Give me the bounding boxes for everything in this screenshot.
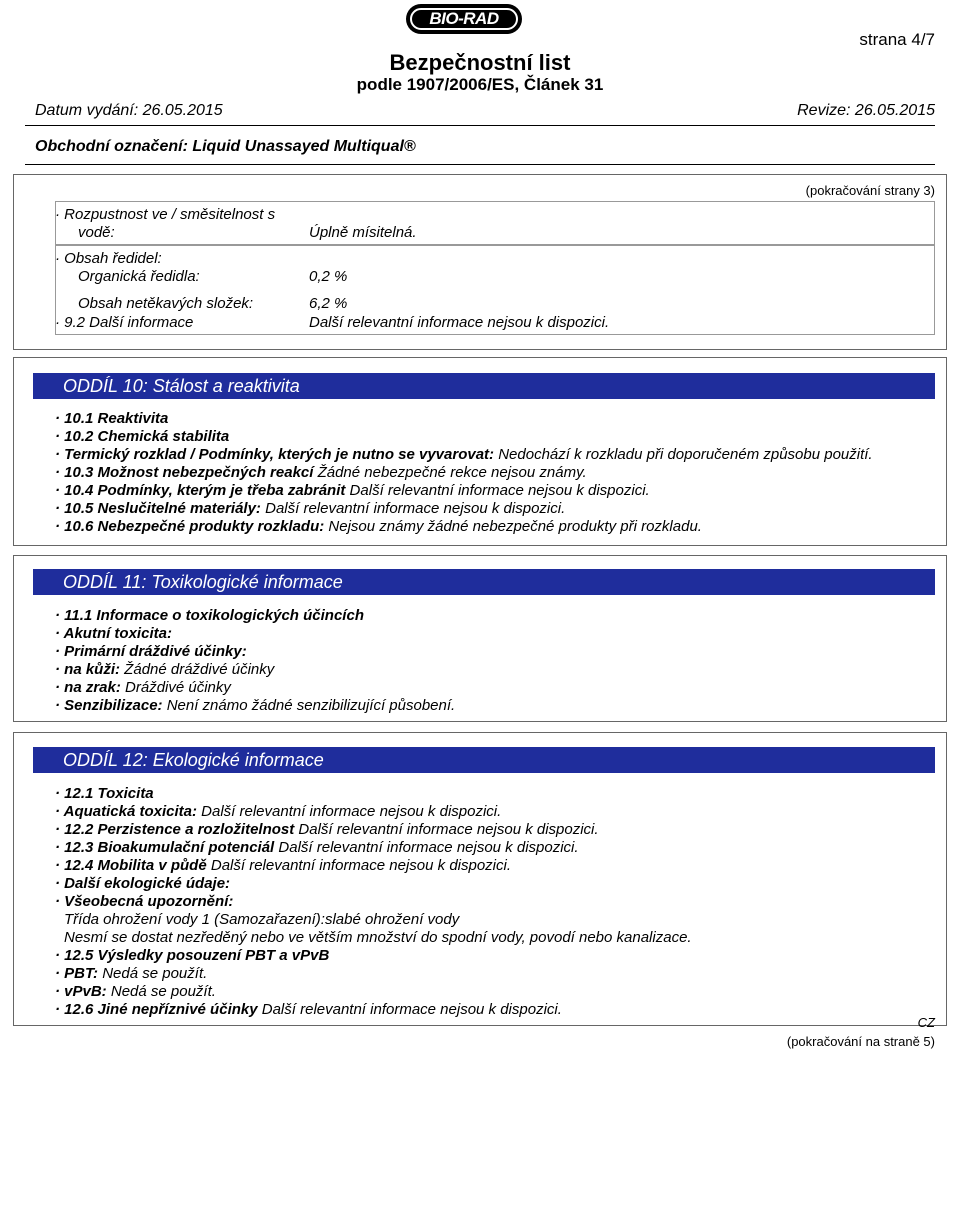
page-number: strana 4/7 — [859, 30, 935, 49]
s11-line-5: · na zrak: Dráždivé účinky — [55, 679, 231, 696]
section10-heading — [33, 373, 935, 399]
s11-line-1: · 11.1 Informace o toxikologických účincích — [55, 607, 364, 624]
s12-line-4: · 12.3 Bioakumulační potenciál Další relevantní informace nejsou k dispozici. — [55, 839, 579, 856]
language-code: CZ — [917, 1015, 935, 1030]
logo-text: BIO-RAD — [410, 8, 518, 30]
s12-line-10: · 12.5 Výsledky posouzení PBT a vPvB — [55, 947, 330, 964]
organic-solvents-value: 0,2 % — [309, 268, 348, 285]
revision-date: Revize: 26.05.2015 — [797, 102, 935, 119]
section12-heading-text: ODDÍL 12: Ekologické informace — [63, 750, 324, 770]
section11-heading — [33, 569, 935, 595]
s12-line-12: · vPvB: Nedá se použít. — [55, 983, 216, 1000]
s12-line-3: · 12.2 Perzistence a rozložitelnost Další relevantní informace nejsou k dispozici. — [55, 821, 599, 838]
other-info-label: · 9.2 Další informace — [55, 314, 194, 331]
s11-line-3: · Primární dráždivé účinky: — [55, 643, 247, 660]
date-issued: Datum vydání: 26.05.2015 — [35, 102, 223, 119]
section12-heading — [33, 747, 935, 773]
continued-from: (pokračování strany 3) — [805, 183, 935, 198]
s12-line-9: Nesmí se dostat nezředěný nebo ve větším množství do spodní vody, povodí nebo kanalizace. — [64, 929, 692, 946]
solubility-label-1: · Rozpustnost ve / směsitelnost s — [55, 206, 276, 223]
nonvolatile-value: 6,2 % — [309, 295, 348, 312]
nonvolatile-label: Obsah netěkavých složek: — [78, 295, 254, 312]
product-rule — [25, 164, 935, 165]
s10-line-3: · Termický rozklad / Podmínky, kterých je nutno se vyvarovat: Nedochází k rozkladu při doporučeném způsobu použití. — [55, 446, 873, 463]
s11-line-2: · Akutní toxicita: — [55, 625, 172, 642]
continued-to: (pokračování na straně 5) — [786, 1034, 935, 1049]
s12-line-11: · PBT: Nedá se použít. — [55, 965, 208, 982]
solubility-label-2: vodě: — [78, 224, 115, 241]
section11-heading-text: ODDÍL 11: Toxikologické informace — [63, 572, 343, 592]
document-title: Bezpečnostní list — [389, 50, 571, 75]
solvent-label: · Obsah ředidel: — [55, 250, 162, 267]
s12-line-7: · Všeobecná upozornění: — [55, 893, 234, 910]
s12-line-6: · Další ekologické údaje: — [55, 875, 231, 892]
s12-line-5: · 12.4 Mobilita v půdě Další relevantní informace nejsou k dispozici. — [55, 857, 512, 874]
s10-line-4: · 10.3 Možnost nebezpečných reakcí Žádné nebezpečné rekce nejsou známy. — [55, 464, 587, 481]
s10-line-2: · 10.2 Chemická stabilita — [55, 428, 230, 445]
s11-line-6: · Senzibilizace: Není známo žádné senzibilizující působení. — [55, 697, 456, 714]
s12-line-13: · 12.6 Jiné nepříznivé účinky Další relevantní informace nejsou k dispozici. — [55, 1001, 562, 1018]
other-info-value: Další relevantní informace nejsou k dispozici. — [309, 314, 610, 331]
header-rule — [25, 125, 935, 126]
s10-line-7: · 10.6 Nebezpečné produkty rozkladu: Nejsou známy žádné nebezpečné produkty při rozkladu. — [55, 518, 702, 535]
organic-solvents-label: Organická ředidla: — [78, 268, 200, 285]
section10-heading-text: ODDÍL 10: Stálost a reaktivita — [63, 376, 300, 396]
s10-line-5: · 10.4 Podmínky, kterým je třeba zabránit Další relevantní informace nejsou k dispozici. — [55, 482, 650, 499]
s12-line-8: Třída ohrožení vody 1 (Samozařazení):slabé ohrožení vody — [64, 911, 460, 928]
s12-line-1: · 12.1 Toxicita — [55, 785, 154, 802]
solubility-value: Úplně mísitelná. — [309, 224, 417, 241]
product-name: Obchodní označení: Liquid Unassayed Multiqual® — [35, 138, 416, 155]
document-subtitle: podle 1907/2006/ES, Článek 31 — [356, 75, 604, 94]
s11-line-4: · na kůži: Žádné dráždivé účinky — [55, 661, 275, 678]
bio-rad-logo — [406, 4, 522, 34]
s10-line-1: · 10.1 Reaktivita — [55, 410, 169, 427]
s10-line-6: · 10.5 Neslučitelné materiály: Další relevantní informace nejsou k dispozici. — [55, 500, 566, 517]
s12-line-2: · Aquatická toxicita: Další relevantní informace nejsou k dispozici. — [55, 803, 502, 820]
